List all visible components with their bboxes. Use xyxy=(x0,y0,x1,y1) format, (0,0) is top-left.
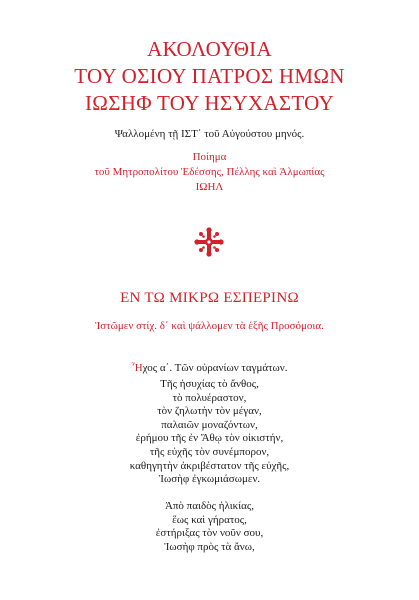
hymn-line: τὸν ζηλωτὴν τὸν μέγαν, xyxy=(157,405,262,418)
hymn-line: Τῆς ἡσυχίας τὸ ἄνθος, xyxy=(160,378,259,390)
cross-ornament-icon xyxy=(194,227,224,257)
hymn-line: καθηγητὴν ἀκριβέστατον τῆς εὐχῆς, xyxy=(129,459,290,472)
tone-model: Τῶν οὐρανίων ταγμάτων. xyxy=(174,362,288,374)
hymn-line: τῆς εὐχῆς τὸν συνέμπορον, xyxy=(149,445,270,458)
tone-line xyxy=(0,362,419,376)
hymn-line: ἐρήμου τῆς ἐν Ἄθῳ τὸν οἰκιστήν, xyxy=(135,432,284,445)
main-title xyxy=(0,36,419,117)
hymn-line: Ἰωσὴφ πρὸς τὰ ἄνω, xyxy=(164,540,255,553)
hymn-2 xyxy=(0,500,419,554)
rubric-instruction: Ἱστῶμεν στίχ. δ΄ καὶ ψάλλομεν τὰ ἑξῆς Προσόμοια. xyxy=(95,320,324,332)
tone-label: χος α΄. xyxy=(142,362,175,374)
hymn-line: Ἀπὸ παιδὸς ἡλικίας, xyxy=(164,500,255,512)
title-line-3: ΙΩΣΗΦ ΤΟΥ ΗΣΥΧΑΣΤΟΥ xyxy=(85,91,334,115)
title-line-2: ΤΟΥ ΟΣΙΟΥ ΠΑΤΡΟΣ ΗΜΩΝ xyxy=(74,64,345,88)
hymn-line: ἕως καὶ γήρατος, xyxy=(172,513,247,526)
hymn-line: ἐστήριξας τὸν νοῦν σου, xyxy=(155,527,264,540)
section-heading: ΕΝ ΤΩ ΜΙΚΡΩ ΕΣΠΕΡΙΝΩ xyxy=(120,290,299,306)
hymn-1 xyxy=(0,378,419,487)
hymn-line: παλαιῶν μοναζόντων, xyxy=(161,418,258,431)
hymn-line: Ἰωσὴφ ἐγκωμιάσωμεν. xyxy=(158,473,261,486)
sung-on-note: Ψαλλομένη τῇ ΙΣΤ΄ τοῦ Αὐγούστου μηνός. xyxy=(114,128,305,140)
authorship-line-1: Ποίημα xyxy=(192,151,227,163)
hymn-line: τὸ πολυέραστον, xyxy=(172,391,247,404)
authorship xyxy=(0,150,419,195)
authorship-line-3: ΙΩΗΛ xyxy=(195,181,224,193)
authorship-line-2: τοῦ Μητροπολίτου Ἐδέσσης, Πέλλης καὶ Ἀλμωπίας xyxy=(94,166,325,178)
title-line-1: ΑΚΟΛΟΥΘΙΑ xyxy=(147,37,272,61)
tone-initial: Ἦ xyxy=(131,362,143,374)
